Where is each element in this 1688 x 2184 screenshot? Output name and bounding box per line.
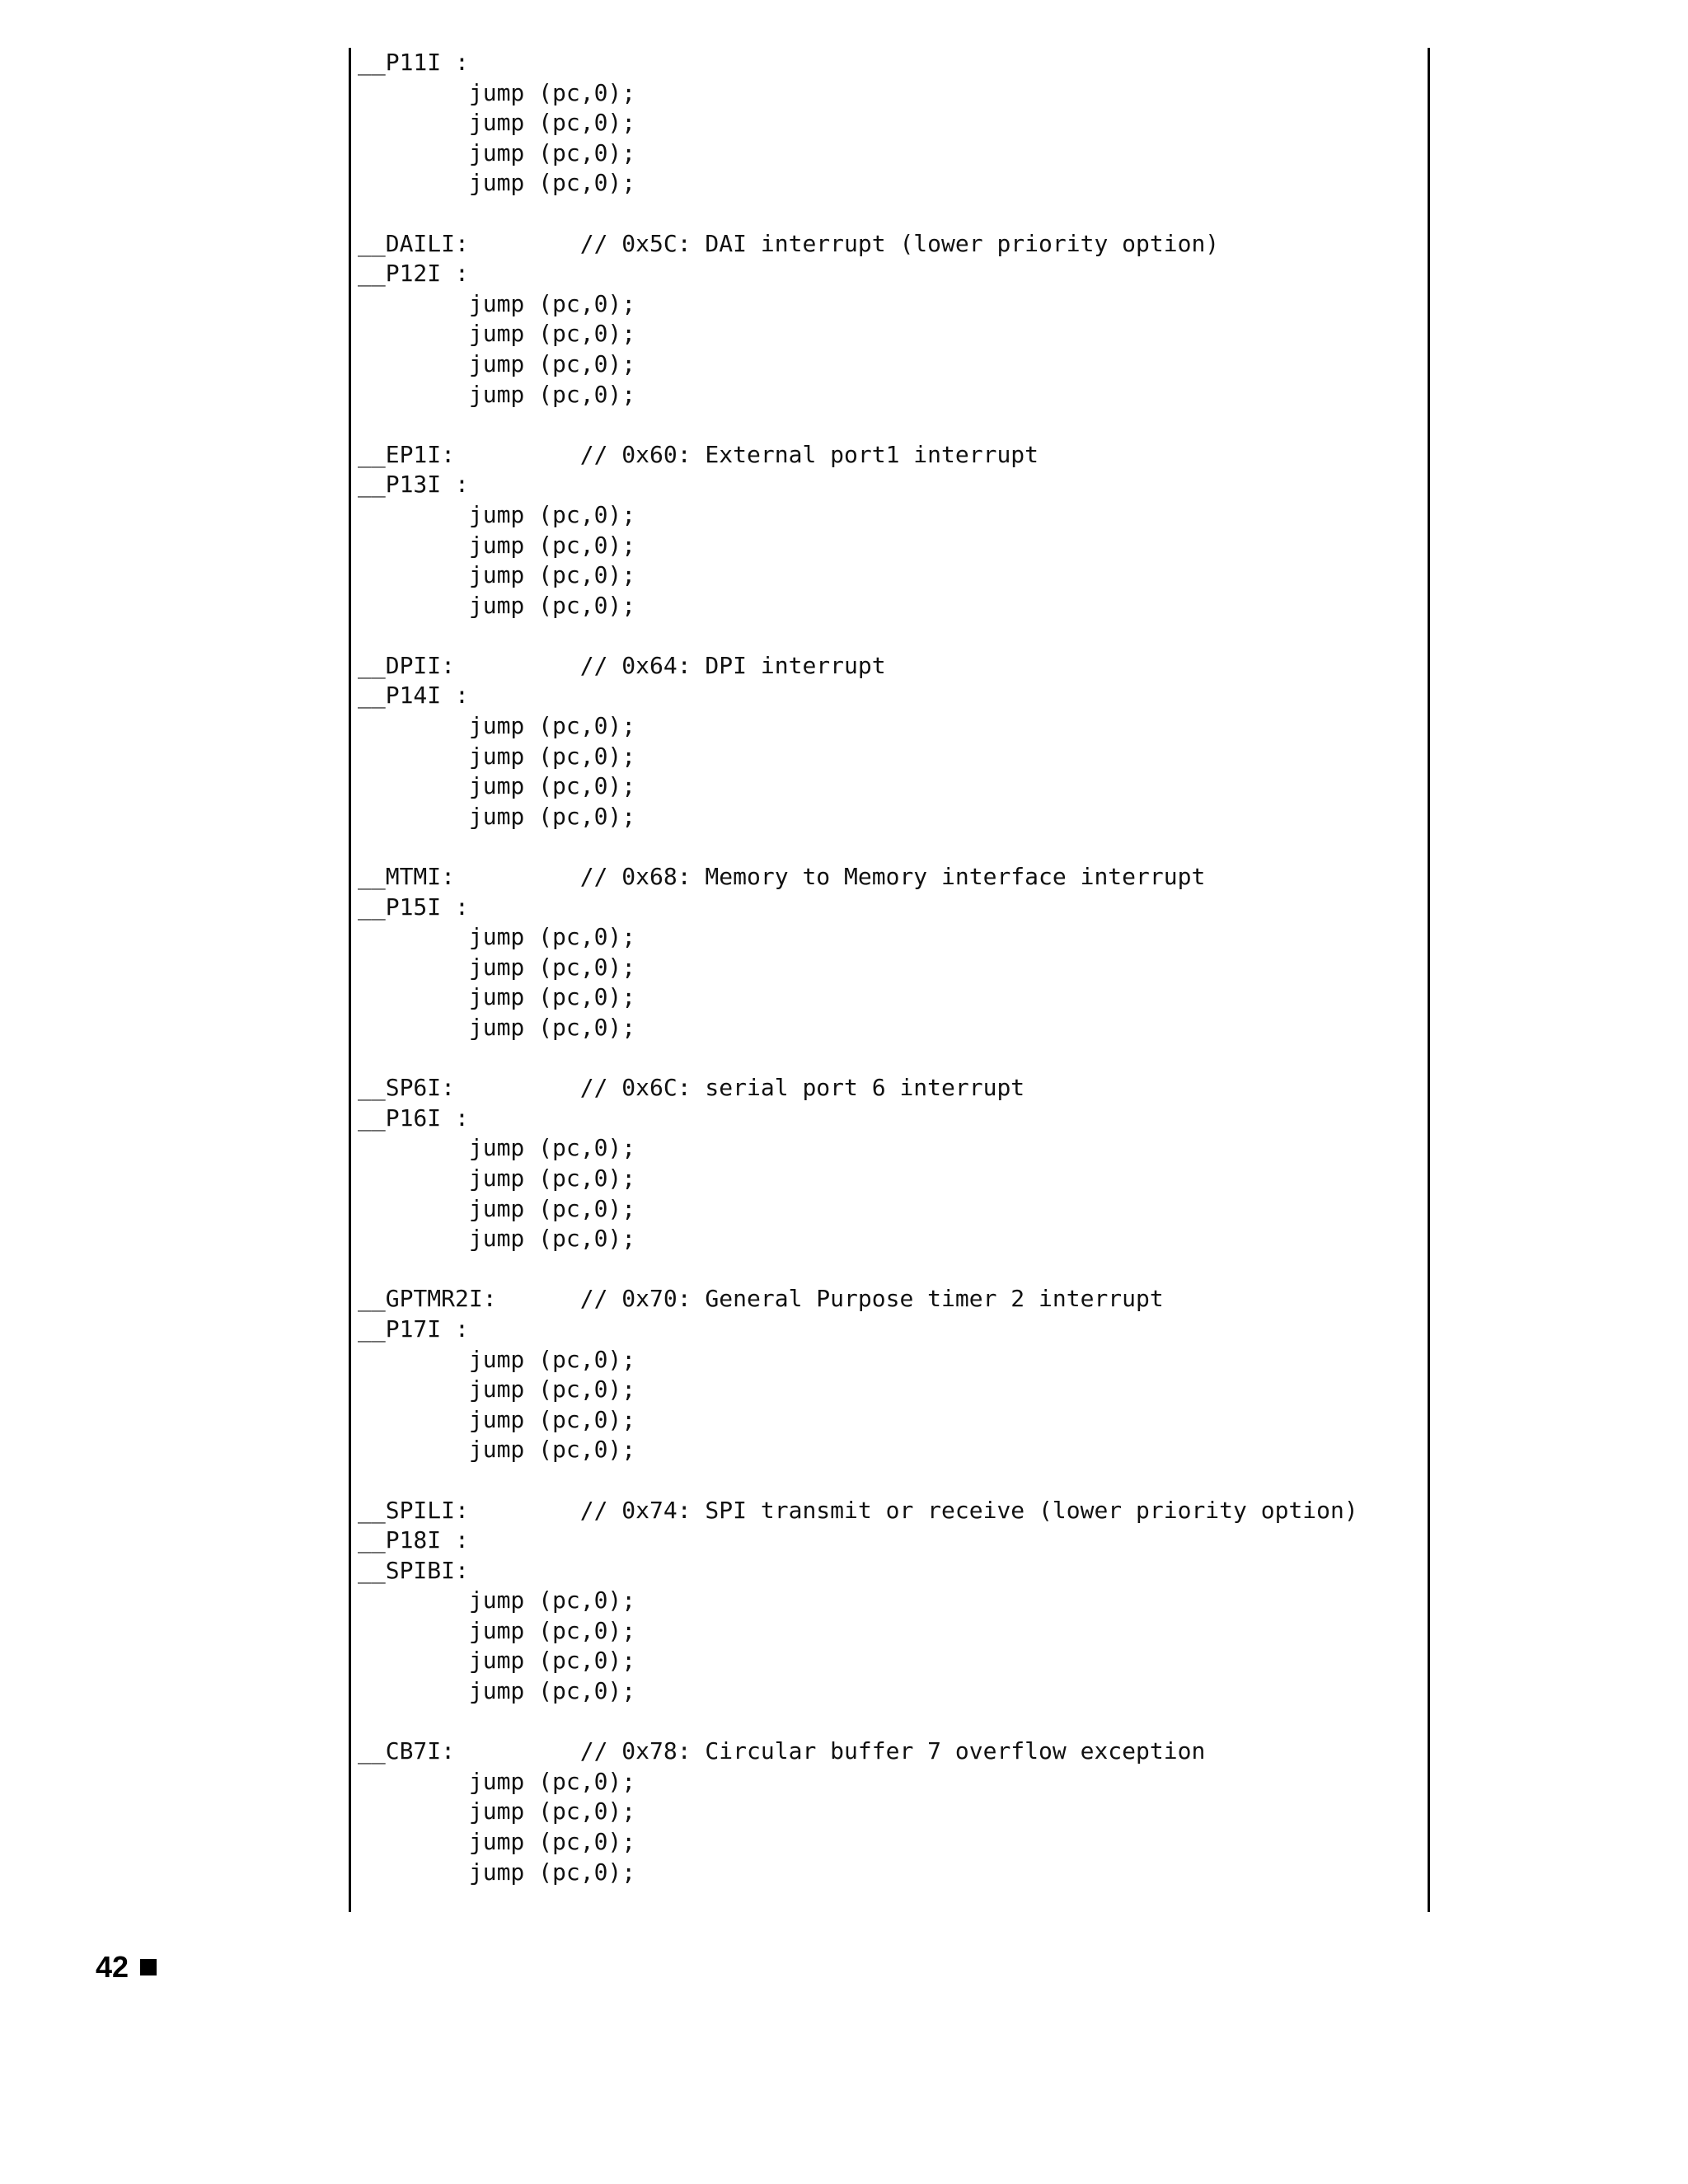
code-line: jump (pc,0); [358, 1858, 636, 1886]
code-line: jump (pc,0); [358, 500, 636, 528]
code-listing [358, 48, 1358, 1887]
code-line: jump (pc,0); [358, 380, 636, 408]
code-line: __DAILI: // 0x5C: DAI interrupt (lower priority option) [358, 229, 1220, 257]
code-line: jump (pc,0); [358, 1194, 636, 1222]
code-line: jump (pc,0); [358, 1014, 636, 1041]
code-line: jump (pc,0); [358, 1767, 636, 1795]
code-line: __P18I : [358, 1526, 469, 1554]
code-line: jump (pc,0); [358, 1225, 636, 1253]
code-line [358, 832, 1358, 862]
code-line [358, 410, 1358, 440]
code-line: jump (pc,0); [358, 742, 636, 770]
code-line [358, 1465, 1358, 1496]
code-line [358, 199, 1358, 229]
code-line [358, 1707, 1358, 1737]
code-line: jump (pc,0); [358, 1134, 636, 1162]
code-line: __CB7I: // 0x78: Circular buffer 7 overflow exception [358, 1737, 1206, 1765]
code-line: jump (pc,0); [358, 712, 636, 740]
code-line: jump (pc,0); [358, 1828, 636, 1856]
code-line [358, 1043, 1358, 1074]
code-line: jump (pc,0); [358, 1436, 636, 1464]
code-line: jump (pc,0); [358, 802, 636, 830]
code-line: jump (pc,0); [358, 1376, 636, 1404]
code-line: __EP1I: // 0x60: External port1 interrupt [358, 440, 1039, 468]
code-line: jump (pc,0); [358, 591, 636, 619]
code-line: __P15I : [358, 893, 469, 921]
code-line: jump (pc,0); [358, 772, 636, 800]
code-line: __MTMI: // 0x68: Memory to Memory interface interrupt [358, 863, 1206, 891]
code-line: jump (pc,0); [358, 349, 636, 377]
code-line: jump (pc,0); [358, 109, 636, 137]
code-line: jump (pc,0); [358, 531, 636, 559]
code-line [358, 1254, 1358, 1285]
code-line: jump (pc,0); [358, 983, 636, 1011]
page-footer [96, 1950, 157, 1985]
code-line: __P14I : [358, 682, 469, 710]
code-line: __P11I : [358, 49, 469, 76]
code-line: jump (pc,0); [358, 1586, 636, 1615]
code-line: jump (pc,0); [358, 289, 636, 317]
code-line: jump (pc,0); [358, 953, 636, 981]
code-line: jump (pc,0); [358, 1164, 636, 1192]
code-line: jump (pc,0); [358, 1647, 636, 1675]
code-line: __P16I : [358, 1104, 469, 1132]
code-line: jump (pc,0); [358, 169, 636, 197]
code-line: __P17I : [358, 1315, 469, 1343]
square-bullet-icon [140, 1959, 157, 1975]
code-line [358, 621, 1358, 651]
code-line: __GPTMR2I: // 0x70: General Purpose timer 2 interrupt [358, 1285, 1164, 1313]
code-line: jump (pc,0); [358, 1677, 636, 1705]
code-line: __P13I : [358, 471, 469, 499]
page-number: 42 [96, 1950, 129, 1984]
code-line: __DPII: // 0x64: DPI interrupt [358, 651, 886, 679]
code-line: jump (pc,0); [358, 78, 636, 106]
code-line: jump (pc,0); [358, 561, 636, 589]
code-line: jump (pc,0); [358, 923, 636, 951]
code-line: jump (pc,0); [358, 1405, 636, 1433]
code-line: jump (pc,0); [358, 1345, 636, 1373]
code-line: __P12I : [358, 260, 469, 288]
code-line: jump (pc,0); [358, 1616, 636, 1644]
code-line: __SPILI: // 0x74: SPI transmit or receive (lower priority option) [358, 1496, 1358, 1524]
code-line: jump (pc,0); [358, 138, 636, 166]
code-line: jump (pc,0); [358, 320, 636, 348]
code-line: __SPIBI: [358, 1556, 469, 1584]
code-line: jump (pc,0); [358, 1797, 636, 1825]
code-line: __SP6I: // 0x6C: serial port 6 interrupt [358, 1074, 1025, 1102]
